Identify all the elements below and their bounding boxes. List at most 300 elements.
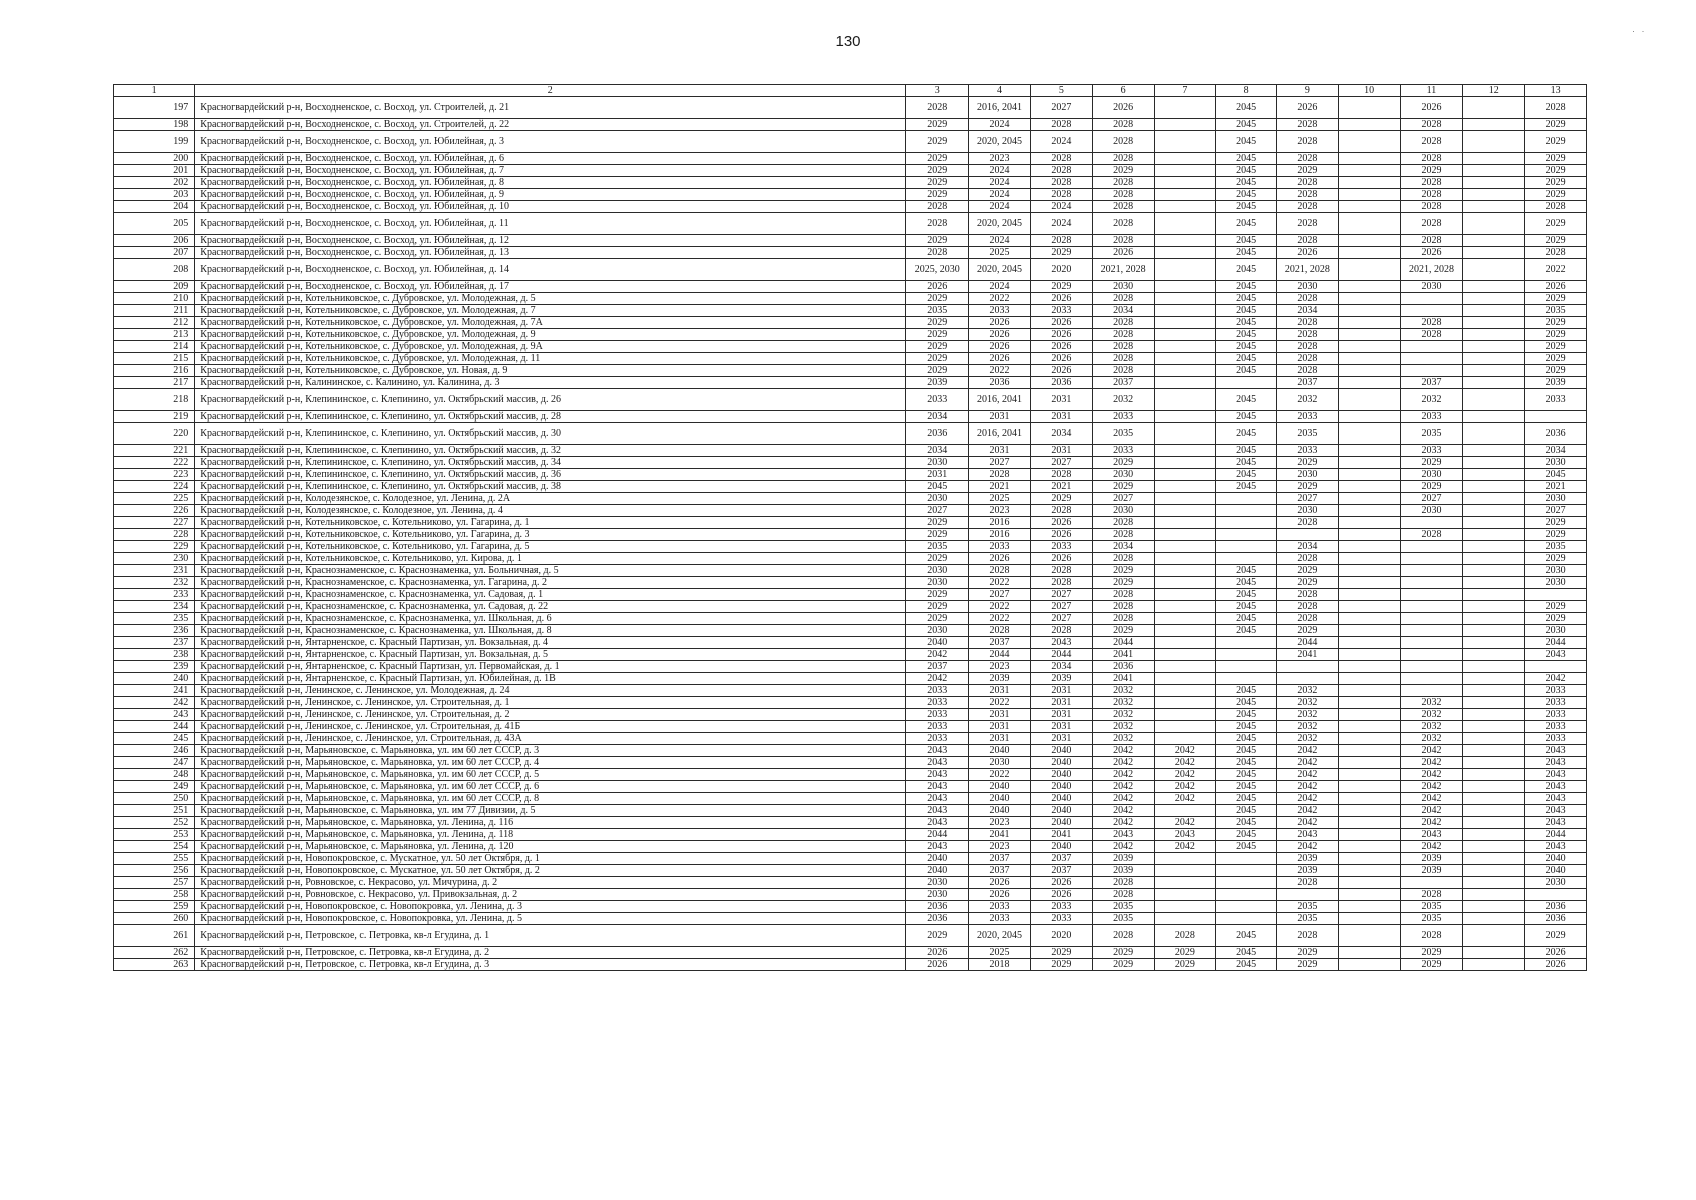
year-cell (1463, 119, 1525, 131)
row-number: 203 (114, 189, 195, 201)
address-cell: Красногвардейский р-н, Ленинское, с. Ленинское, ул. Молодежная, д. 24 (195, 685, 906, 697)
year-cell: 2021, 2028 (1092, 259, 1154, 281)
year-cell: 2024 (1030, 201, 1092, 213)
year-cell (1154, 697, 1216, 709)
year-cell (1338, 757, 1400, 769)
year-cell: 2044 (1525, 829, 1587, 841)
year-cell (1463, 317, 1525, 329)
table-row (114, 601, 1587, 613)
row-number: 232 (114, 577, 195, 589)
table-row (114, 853, 1587, 865)
year-cell (1463, 165, 1525, 177)
address-cell: Красногвардейский р-н, Клепининское, с. Клепинино, ул. Октябрьский массив, д. 30 (195, 423, 906, 445)
year-cell: 2033 (1525, 685, 1587, 697)
year-cell: 2026 (969, 317, 1031, 329)
year-cell: 2043 (1525, 781, 1587, 793)
table-row (114, 577, 1587, 589)
year-cell (1154, 685, 1216, 697)
year-cell: 2045 (1216, 469, 1277, 481)
address-cell: Красногвардейский р-н, Клепининское, с. Клепинино, ул. Октябрьский массив, д. 28 (195, 411, 906, 423)
row-number: 219 (114, 411, 195, 423)
address-cell: Красногвардейский р-н, Калининское, с. Калинино, ул. Калинина, д. 3 (195, 377, 906, 389)
year-cell: 2033 (1525, 709, 1587, 721)
year-cell (1338, 377, 1400, 389)
row-number: 256 (114, 865, 195, 877)
year-cell (1154, 119, 1216, 131)
year-cell (1463, 305, 1525, 317)
year-cell: 2028 (1276, 177, 1338, 189)
year-cell: 2043 (1525, 841, 1587, 853)
year-cell: 2036 (1525, 423, 1587, 445)
year-cell: 2042 (1400, 793, 1463, 805)
year-cell: 2023 (969, 841, 1031, 853)
year-cell (1463, 281, 1525, 293)
address-cell: Красногвардейский р-н, Восходненское, с. Восход, ул. Юбилейная, д. 13 (195, 247, 906, 259)
year-cell: 2042 (906, 673, 969, 685)
column-header: 8 (1216, 85, 1277, 97)
year-cell: 2029 (1030, 247, 1092, 259)
year-cell (1463, 365, 1525, 377)
year-cell (1463, 577, 1525, 589)
table-row (114, 685, 1587, 697)
year-cell (1400, 305, 1463, 317)
year-cell: 2030 (1525, 493, 1587, 505)
year-cell (1154, 341, 1216, 353)
year-cell (1216, 673, 1277, 685)
address-cell: Красногвардейский р-н, Ровновское, с. Некрасово, ул. Привокзальная, д. 2 (195, 889, 906, 901)
table-row (114, 365, 1587, 377)
year-cell: 2026 (1030, 353, 1092, 365)
row-number: 202 (114, 177, 195, 189)
year-cell (1216, 913, 1277, 925)
year-cell: 2024 (969, 281, 1031, 293)
year-cell: 2026 (969, 353, 1031, 365)
column-header: 5 (1030, 85, 1092, 97)
year-cell: 2029 (1400, 481, 1463, 493)
year-cell (1216, 637, 1277, 649)
year-cell: 2045 (1216, 709, 1277, 721)
year-cell: 2042 (1092, 745, 1154, 757)
row-number: 217 (114, 377, 195, 389)
year-cell: 2029 (906, 529, 969, 541)
year-cell: 2026 (969, 553, 1031, 565)
year-cell (1400, 649, 1463, 661)
year-cell: 2028 (1400, 213, 1463, 235)
year-cell (1216, 865, 1277, 877)
year-cell: 2042 (1154, 745, 1216, 757)
year-cell: 2030 (1525, 457, 1587, 469)
address-cell: Красногвардейский р-н, Котельниковское, с. Дубровское, ул. Молодежная, д. 7А (195, 317, 906, 329)
year-cell: 2042 (1092, 793, 1154, 805)
year-cell: 2032 (1092, 721, 1154, 733)
year-cell: 2022 (969, 613, 1031, 625)
year-cell: 2033 (1030, 901, 1092, 913)
row-number: 215 (114, 353, 195, 365)
address-cell: Красногвардейский р-н, Ленинское, с. Ленинское, ул. Строительная, д. 1 (195, 697, 906, 709)
year-cell: 2031 (1030, 411, 1092, 423)
year-cell: 2045 (1216, 235, 1277, 247)
year-cell: 2022 (969, 293, 1031, 305)
address-cell: Красногвардейский р-н, Марьяновское, с. Марьяновка, ул. Ленина, д. 116 (195, 817, 906, 829)
year-cell: 2028 (1092, 329, 1154, 341)
table-row (114, 565, 1587, 577)
row-number: 235 (114, 613, 195, 625)
year-cell: 2045 (1216, 213, 1277, 235)
year-cell: 2032 (1400, 733, 1463, 745)
year-cell: 2029 (1030, 947, 1092, 959)
year-cell: 2029 (1525, 601, 1587, 613)
year-cell: 2027 (1030, 589, 1092, 601)
year-cell: 2028 (1400, 925, 1463, 947)
year-cell: 2026 (1030, 877, 1092, 889)
year-cell (1154, 177, 1216, 189)
address-cell: Красногвардейский р-н, Колодезянское, с. Колодезное, ул. Ленина, д. 2А (195, 493, 906, 505)
year-cell (1338, 481, 1400, 493)
year-cell: 2022 (969, 577, 1031, 589)
year-cell: 2031 (969, 721, 1031, 733)
year-cell: 2036 (906, 901, 969, 913)
year-cell: 2045 (1216, 565, 1277, 577)
year-cell: 2032 (1400, 389, 1463, 411)
year-cell (1338, 423, 1400, 445)
year-cell: 2030 (1276, 281, 1338, 293)
year-cell: 2042 (1276, 793, 1338, 805)
year-cell: 2028 (1276, 213, 1338, 235)
address-cell: Красногвардейский р-н, Восходненское, с. Восход, ул. Юбилейная, д. 9 (195, 189, 906, 201)
table-row (114, 817, 1587, 829)
year-cell (1463, 481, 1525, 493)
row-number: 213 (114, 329, 195, 341)
address-cell: Красногвардейский р-н, Марьяновское, с. Марьяновка, ул. Ленина, д. 120 (195, 841, 906, 853)
address-cell: Красногвардейский р-н, Восходненское, с. Восход, ул. Юбилейная, д. 12 (195, 235, 906, 247)
year-cell: 2029 (1525, 189, 1587, 201)
year-cell: 2028 (1092, 317, 1154, 329)
year-cell: 2042 (1276, 817, 1338, 829)
year-cell: 2016 (969, 517, 1031, 529)
year-cell (1338, 913, 1400, 925)
row-number: 242 (114, 697, 195, 709)
row-number: 247 (114, 757, 195, 769)
row-number: 241 (114, 685, 195, 697)
year-cell: 2042 (1154, 769, 1216, 781)
year-cell (1400, 589, 1463, 601)
year-cell (1525, 661, 1587, 673)
year-cell: 2043 (906, 817, 969, 829)
year-cell: 2042 (1092, 781, 1154, 793)
year-cell: 2044 (969, 649, 1031, 661)
year-cell: 2030 (1525, 577, 1587, 589)
year-cell: 2029 (906, 235, 969, 247)
year-cell: 2022 (969, 769, 1031, 781)
table-row (114, 505, 1587, 517)
year-cell: 2036 (906, 913, 969, 925)
year-cell (1154, 565, 1216, 577)
year-cell (1338, 889, 1400, 901)
address-cell: Красногвардейский р-н, Марьяновское, с. Марьяновка, ул. им 77 Дивизии, д. 5 (195, 805, 906, 817)
year-cell: 2027 (969, 589, 1031, 601)
year-cell: 2039 (1092, 853, 1154, 865)
year-cell: 2026 (906, 281, 969, 293)
year-cell (1338, 841, 1400, 853)
year-cell (1338, 649, 1400, 661)
year-cell: 2028 (1092, 613, 1154, 625)
table-row (114, 189, 1587, 201)
table-row (114, 733, 1587, 745)
year-cell: 2030 (906, 625, 969, 637)
year-cell: 2026 (969, 889, 1031, 901)
row-number: 244 (114, 721, 195, 733)
year-cell: 2029 (1092, 165, 1154, 177)
year-cell: 2029 (1525, 553, 1587, 565)
year-cell (1154, 213, 1216, 235)
year-cell: 2033 (906, 685, 969, 697)
year-cell: 2037 (906, 661, 969, 673)
year-cell: 2026 (969, 329, 1031, 341)
year-cell: 2032 (1092, 697, 1154, 709)
address-cell: Красногвардейский р-н, Петровское, с. Петровка, кв-л Егудина, д. 2 (195, 947, 906, 959)
year-cell: 2026 (1525, 281, 1587, 293)
year-cell: 2042 (1276, 781, 1338, 793)
year-cell: 2026 (1030, 365, 1092, 377)
year-cell (1338, 445, 1400, 457)
year-cell (1216, 553, 1277, 565)
year-cell: 2034 (1030, 423, 1092, 445)
year-cell (1216, 901, 1277, 913)
year-cell (1400, 553, 1463, 565)
row-number: 236 (114, 625, 195, 637)
year-cell: 2029 (1092, 457, 1154, 469)
year-cell (1338, 673, 1400, 685)
row-number: 261 (114, 925, 195, 947)
year-cell (1338, 305, 1400, 317)
year-cell: 2041 (1030, 829, 1092, 841)
year-cell: 2028 (906, 247, 969, 259)
year-cell: 2028 (1276, 601, 1338, 613)
year-cell (1463, 517, 1525, 529)
year-cell (1338, 247, 1400, 259)
year-cell: 2029 (1525, 329, 1587, 341)
row-number: 260 (114, 913, 195, 925)
year-cell: 2029 (1276, 457, 1338, 469)
year-cell: 2029 (1030, 959, 1092, 971)
year-cell: 2045 (1216, 259, 1277, 281)
row-number: 225 (114, 493, 195, 505)
year-cell: 2029 (1276, 577, 1338, 589)
year-cell: 2028 (1092, 213, 1154, 235)
year-cell: 2043 (906, 769, 969, 781)
year-cell (1154, 613, 1216, 625)
year-cell: 2045 (1216, 685, 1277, 697)
year-cell: 2033 (1092, 445, 1154, 457)
year-cell: 2045 (1216, 959, 1277, 971)
year-cell (1400, 577, 1463, 589)
column-header: 3 (906, 85, 969, 97)
year-cell: 2042 (1154, 841, 1216, 853)
year-cell: 2042 (1154, 757, 1216, 769)
year-cell (1338, 505, 1400, 517)
year-cell (1338, 201, 1400, 213)
year-cell (1463, 769, 1525, 781)
year-cell: 2043 (906, 781, 969, 793)
table-row (114, 541, 1587, 553)
row-number: 204 (114, 201, 195, 213)
address-cell: Красногвардейский р-н, Краснознаменское, с. Краснознаменка, ул. Школьная, д. 8 (195, 625, 906, 637)
year-cell: 2032 (1276, 685, 1338, 697)
year-cell: 2029 (906, 329, 969, 341)
year-cell: 2028 (1276, 925, 1338, 947)
year-cell (1400, 877, 1463, 889)
year-cell: 2026 (1030, 341, 1092, 353)
year-cell: 2028 (1092, 177, 1154, 189)
year-cell: 2045 (1216, 293, 1277, 305)
year-cell: 2035 (1400, 901, 1463, 913)
row-number: 211 (114, 305, 195, 317)
year-cell: 2042 (1276, 805, 1338, 817)
year-cell: 2028 (969, 469, 1031, 481)
row-number: 205 (114, 213, 195, 235)
year-cell: 2029 (906, 613, 969, 625)
table-row (114, 293, 1587, 305)
table-row (114, 947, 1587, 959)
address-cell: Красногвардейский р-н, Восходненское, с. Восход, ул. Юбилейная, д. 7 (195, 165, 906, 177)
year-cell: 2028 (969, 565, 1031, 577)
year-cell: 2036 (1092, 661, 1154, 673)
year-cell: 2028 (1092, 341, 1154, 353)
year-cell: 2031 (1030, 445, 1092, 457)
year-cell (1463, 959, 1525, 971)
year-cell: 2029 (1525, 365, 1587, 377)
year-cell (1154, 165, 1216, 177)
year-cell: 2028 (1030, 177, 1092, 189)
year-cell: 2045 (1216, 131, 1277, 153)
year-cell: 2045 (906, 481, 969, 493)
table-row (114, 673, 1587, 685)
year-cell (1463, 353, 1525, 365)
row-number: 254 (114, 841, 195, 853)
year-cell: 2033 (906, 733, 969, 745)
table-row (114, 829, 1587, 841)
row-number: 218 (114, 389, 195, 411)
year-cell: 2045 (1216, 165, 1277, 177)
row-number: 233 (114, 589, 195, 601)
address-cell: Красногвардейский р-н, Котельниковское, с. Дубровское, ул. Новая, д. 9 (195, 365, 906, 377)
address-cell: Красногвардейский р-н, Котельниковское, с. Дубровское, ул. Молодежная, д. 7 (195, 305, 906, 317)
year-cell: 2028 (906, 213, 969, 235)
year-cell: 2045 (1216, 457, 1277, 469)
year-cell: 2042 (1400, 841, 1463, 853)
year-cell: 2028 (1276, 293, 1338, 305)
year-cell: 2024 (969, 119, 1031, 131)
year-cell (1154, 247, 1216, 259)
year-cell: 2045 (1216, 625, 1277, 637)
address-cell: Красногвардейский р-н, Восходненское, с. Восход, ул. Юбилейная, д. 17 (195, 281, 906, 293)
year-cell: 2045 (1216, 829, 1277, 841)
year-cell: 2040 (1030, 793, 1092, 805)
year-cell: 2029 (1525, 293, 1587, 305)
year-cell: 2029 (1092, 577, 1154, 589)
table-row (114, 529, 1587, 541)
year-cell (1338, 805, 1400, 817)
year-cell: 2041 (1092, 649, 1154, 661)
year-cell (1154, 189, 1216, 201)
year-cell: 2045 (1525, 469, 1587, 481)
table-row (114, 201, 1587, 213)
year-cell: 2028 (1092, 153, 1154, 165)
year-cell (1154, 901, 1216, 913)
table-row (114, 913, 1587, 925)
year-cell (1338, 177, 1400, 189)
year-cell (1400, 565, 1463, 577)
year-cell: 2026 (1525, 959, 1587, 971)
year-cell: 2037 (1030, 865, 1092, 877)
year-cell: 2040 (969, 805, 1031, 817)
year-cell: 2034 (1092, 305, 1154, 317)
year-cell (1463, 235, 1525, 247)
year-cell: 2024 (1030, 131, 1092, 153)
year-cell: 2028 (1400, 329, 1463, 341)
year-cell: 2016, 2041 (969, 423, 1031, 445)
year-cell: 2026 (1276, 247, 1338, 259)
year-cell (1338, 119, 1400, 131)
table-row (114, 613, 1587, 625)
table-row (114, 637, 1587, 649)
row-number: 220 (114, 423, 195, 445)
year-cell: 2026 (1030, 889, 1092, 901)
year-cell: 2045 (1216, 341, 1277, 353)
table-row (114, 247, 1587, 259)
year-cell: 2029 (1030, 281, 1092, 293)
year-cell: 2029 (906, 177, 969, 189)
year-cell: 2030 (906, 565, 969, 577)
year-cell: 2028 (1400, 529, 1463, 541)
year-cell (1463, 293, 1525, 305)
column-header: 4 (969, 85, 1031, 97)
year-cell: 2031 (906, 469, 969, 481)
year-cell: 2036 (1030, 377, 1092, 389)
year-cell: 2030 (906, 577, 969, 589)
row-number: 245 (114, 733, 195, 745)
year-cell: 2033 (1276, 411, 1338, 423)
row-number: 240 (114, 673, 195, 685)
year-cell (1525, 411, 1587, 423)
year-cell (1463, 853, 1525, 865)
year-cell: 2032 (1092, 389, 1154, 411)
year-cell: 2020, 2045 (969, 131, 1031, 153)
year-cell: 2021, 2028 (1400, 259, 1463, 281)
year-cell: 2028 (1030, 469, 1092, 481)
year-cell: 2029 (1092, 565, 1154, 577)
year-cell: 2041 (1092, 673, 1154, 685)
year-cell (1463, 553, 1525, 565)
year-cell (1400, 637, 1463, 649)
address-cell: Красногвардейский р-н, Восходненское, с. Восход, ул. Строителей, д. 22 (195, 119, 906, 131)
year-cell (1338, 529, 1400, 541)
table-row (114, 661, 1587, 673)
year-cell: 2020, 2045 (969, 259, 1031, 281)
year-cell (1338, 793, 1400, 805)
year-cell: 2021 (969, 481, 1031, 493)
year-cell (1463, 925, 1525, 947)
year-cell: 2026 (969, 877, 1031, 889)
year-cell: 2033 (1092, 411, 1154, 423)
year-cell (1216, 661, 1277, 673)
year-cell (1154, 201, 1216, 213)
row-number: 249 (114, 781, 195, 793)
year-cell: 2028 (1276, 553, 1338, 565)
table-row (114, 625, 1587, 637)
year-cell: 2029 (906, 589, 969, 601)
year-cell (1463, 189, 1525, 201)
